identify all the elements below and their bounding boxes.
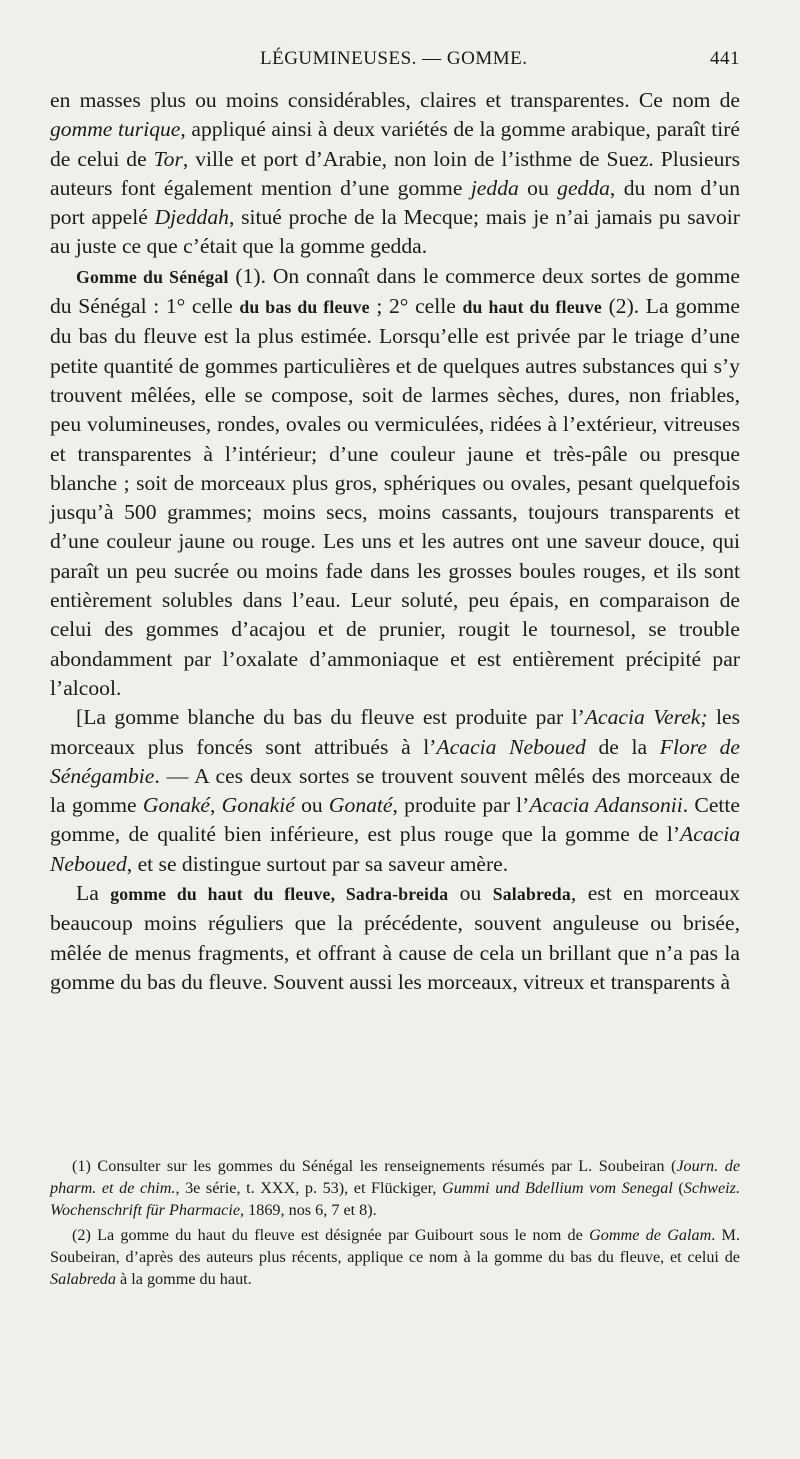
text-run: . M. Soubeiran, d’après des auteurs plus récents, applique ce nom à la gomme du bas du fleuve, et celui de (50, 1225, 740, 1266)
text-run: à la gomme du haut. (115, 1270, 252, 1289)
bold-term: Salabreda (492, 884, 571, 905)
section-heading: Gomme du Sénégal (76, 266, 229, 287)
italic-term: Acacia Verek; (584, 705, 708, 730)
text-run: ( (672, 1179, 684, 1198)
italic-term: Gummi und Bdellium vom Senegal (442, 1179, 673, 1198)
text-run: (1). On connaît dans le commerce deux sortes de gomme du Sénégal : 1° celle (50, 263, 740, 319)
text-run: , (210, 793, 222, 818)
text-run: , du nom d’un port appelé (50, 175, 741, 230)
italic-term: Acacia Adansonii (529, 793, 683, 818)
italic-term: Acacia Neboued (50, 822, 740, 876)
italic-term: Journ. de pharm. et de chim. (50, 1157, 740, 1198)
italic-term: Salabreda (50, 1270, 116, 1289)
italic-term: Flore de Sénégambie (50, 734, 740, 788)
italic-term: gedda (557, 175, 610, 200)
text-run: La (76, 881, 111, 906)
text-run: (2) La gomme du haut du fleuve est désignée par Guibourt sous le nom de (72, 1225, 590, 1244)
paragraph-senegal-gum (50, 262, 740, 703)
paragraph-upper-river-gum (50, 879, 740, 997)
italic-term: Djeddah (154, 205, 229, 230)
page-header (50, 48, 740, 78)
text-run: . — A ces deux sortes se trouvent souvent mêlés des morceaux de la gomme (50, 763, 740, 818)
text-run: , situé proche de la Mecque; mais je n’ai jamais pu savoir au juste ce que c’était que la gomme gedda. (50, 205, 740, 259)
text-run: [La gomme blanche du bas du fleuve est produite par l’ (76, 705, 585, 730)
text-run: (1) Consulter sur les gommes du Sénégal les renseignements résumés par L. Soubeiran ( (72, 1157, 677, 1175)
main-text (50, 86, 740, 997)
text-run: en masses plus ou moins considérables, claires et transparentes. Ce nom de (50, 88, 740, 112)
italic-term: Gonakié (221, 793, 295, 818)
italic-term: Gonaké (142, 793, 211, 818)
italic-term: Schweiz. Wochenschrift für Pharmacie (50, 1179, 740, 1220)
text-run: ou (448, 881, 493, 906)
footnote-1 (50, 1155, 740, 1222)
text-run: , produite par l’ (392, 793, 530, 818)
bold-term: du bas du fleuve (239, 297, 370, 318)
text-run: de la (585, 734, 660, 759)
footnotes (50, 1155, 740, 1292)
text-run: , et se distingue surtout par sa saveur amère. (126, 851, 509, 876)
paragraph-acacia-sources (50, 703, 740, 879)
italic-term: Gonaté (328, 793, 393, 818)
paragraph-tor-gum (50, 86, 740, 262)
text-run: , est en morceaux beaucoup moins réguliers que la précédente, souvent anguleuse ou brisée, mêlée de menus fragments, et offrant à cause de cela un brillant que n’a pas la gomme du bas du fleuve. Souvent aussi les morceaux, vitreux et transparents à (50, 881, 741, 994)
bold-term: gomme du haut du fleuve, Sadra-breida (110, 884, 449, 905)
text-run: , ville et port d’Arabie, non loin de l’isthme de Suez. Plusieurs auteurs font également mention d’une gomme (50, 146, 740, 200)
text-run: ou (294, 793, 329, 818)
text-run: , 3e série, t. XXX, p. 53), et Flückiger, (175, 1179, 442, 1198)
text-run: , 1869, nos 6, 7 et 8). (240, 1201, 377, 1220)
running-head: LÉGUMINEUSES. — GOMME. (260, 48, 528, 69)
bold-term: du haut du fleuve (462, 297, 602, 318)
text-run: ; 2° celle (369, 294, 463, 319)
text-run: ou (518, 175, 558, 200)
footnote-2 (50, 1224, 740, 1291)
text-run: les morceaux plus foncés sont attribués à l’ (50, 705, 740, 759)
italic-term: Gomme de Galam (589, 1225, 712, 1244)
text-run: (2). La gomme du bas du fleuve est la plus estimée. Lorsqu’elle est privée par le triage d’une petite quantité de gommes particulières et de quelques autres substances qui s’y trouvent mêlées, elle se compose, soit de larmes sèches, dures, non friables, peu volumineuses, rondes, ovales ou vermiculées, ridées à l’extérieur, vitreuses et transparentes à l’intérieur; d’une couleur jaune et très-pâle ou presque blanche ; soit de morceaux plus gros, sphériques ou ovales, pesant quelquefois jusqu’à 500 grammes; moins secs, moins cassants, toujours transparents et d’une couleur jaune ou rouge. Les uns et les autres ont une saveur douce, qui paraît un peu sucrée ou moins fade dans les grosses boules rouges, et ils sont entièrement solubles dans l’eau. Leur soluté, peu épais, en comparaison de celui des gommes d’acajou et de prunier, rougit le tournesol, se trouble abondamment par l’oxalate d’ammoniaque et est entièrement précipité par l’alcool. (50, 294, 740, 700)
italic-term: Acacia Neboued (436, 734, 586, 759)
page-number: 441 (710, 48, 740, 69)
text-run: , appliqué ainsi à deux variétés de la gomme arabique, paraît tiré de celui de (50, 117, 740, 171)
italic-term: jedda (470, 175, 519, 200)
italic-term: gomme turique (50, 117, 181, 142)
text-run: . Cette gomme, de qualité bien inférieure, est plus rouge que la gomme de l’ (50, 793, 740, 847)
italic-term: Tor (153, 146, 183, 171)
